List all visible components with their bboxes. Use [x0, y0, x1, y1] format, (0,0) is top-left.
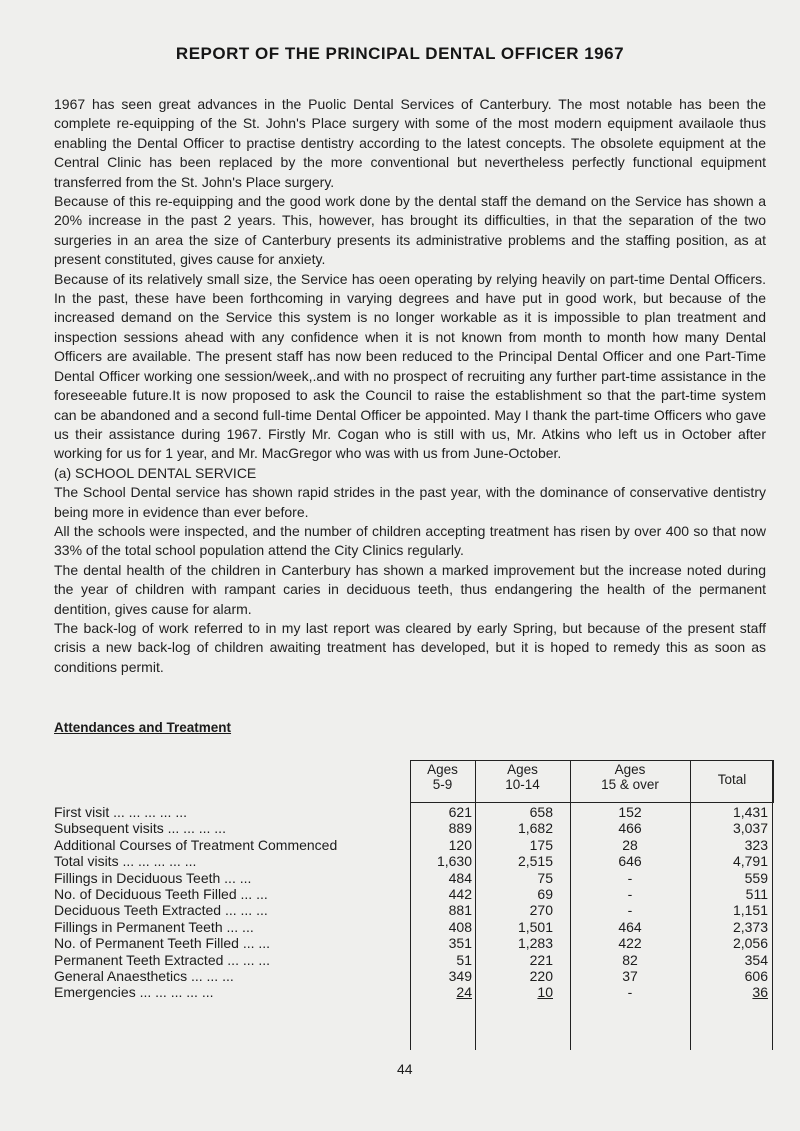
- column-header: Ages 5-9: [427, 762, 458, 792]
- row-label: No. of Permanent Teeth Filled ... ...: [54, 935, 271, 952]
- table-cell: 351: [448, 935, 472, 952]
- table-cell: 1,151: [732, 902, 768, 919]
- row-label: First visit ... ... ... ... ...: [54, 804, 188, 820]
- table-cell: 1,682: [517, 820, 553, 837]
- column-values: [690, 804, 768, 1001]
- column-ages-10-14: [475, 760, 570, 1050]
- row-label: Subsequent visits ... ... ... ...: [54, 820, 226, 837]
- table-cell: 175: [529, 836, 553, 853]
- column-total: [690, 760, 774, 1050]
- table-cell: 120: [448, 836, 472, 853]
- table-cell: 2,373: [732, 918, 768, 935]
- table-cell: 37: [622, 967, 638, 984]
- table-cell: 354: [744, 951, 768, 968]
- table-cell: 220: [529, 967, 553, 984]
- paragraph: The dental health of the children in Canterbury has shown a marked improvement but the increase noted during the year of children with rampant caries in deciduous teeth, thus endangering the health of the permanent dentition, gives cause for alarm.: [54, 561, 766, 617]
- table-title: Attendances and Treatment: [54, 720, 232, 735]
- table-cell: -: [627, 869, 633, 886]
- paragraph: The back-log of work referred to in my last report was cleared by early Spring, but because of the present staff crisis a new back-log of children awaiting treatment has developed, but it is hoped to remedy this as soon as conditions permit.: [54, 619, 766, 675]
- table-cell: 1,431: [732, 804, 768, 820]
- table-cell: 559: [744, 869, 768, 886]
- table-cell: 69: [537, 885, 553, 902]
- table-cell: 621: [448, 804, 472, 820]
- row-labels: [54, 804, 414, 1001]
- table-cell: 881: [448, 902, 472, 919]
- table-cell: 4,791: [732, 853, 768, 870]
- table-cell: -: [627, 984, 633, 1001]
- row-label: Total visits ... ... ... ... ...: [54, 853, 197, 870]
- paragraph: Because of its relatively small size, the Service has oeen operating by relying heavily on part-time Dental Officers. In the past, these have been forthcoming in varying degrees and have put in good work, but because of the increased demand on the Service this system is no longer workable as it is impossible to plan treatment and inspection sessions ahead with any confidence when it is not known from month to month how many Dental Officers are available. The present staff has now been reduced to the Principal Dental Officer and one Part-Time Dental Officer working one session/week,.and with no prospect of recruiting any further part-time assistance in the foreseeable future.It is now proposed to ask the Council to raise the establishment so that the part-time system can be abandoned and a second full-time Dental Officer be appointed. May I thank the part-time Officers who gave us their assistance during 1967. Firstly Mr. Cogan who is still with us, Mr. Atkins who left us in October after working for us for 1 year, and Mr. MacGregor who was with us from June-October.: [54, 270, 766, 462]
- column-values: [475, 804, 553, 1001]
- table-grid: [410, 760, 774, 1050]
- attendance-table: [54, 760, 774, 1060]
- row-label: No. of Deciduous Teeth Filled ... ...: [54, 885, 268, 902]
- table-cell: 323: [744, 836, 768, 853]
- table-cell: 270: [529, 902, 553, 919]
- table-cell: 82: [622, 951, 638, 968]
- table-cell: 24: [456, 984, 472, 1001]
- column-values: [410, 804, 472, 1001]
- column-ages-15-over: [570, 760, 690, 1050]
- page-title: REPORT OF THE PRINCIPAL DENTAL OFFICER 1967: [175, 44, 625, 63]
- paragraph: 1967 has seen great advances in the Puolic Dental Services of Canterbury. The most notable has been the complete re-equipping of the St. John's Place surgery with some of the most modern equipment availaole thus enabling the Dental Officer to practise dentistry according to the latest concepts. The obsolete equipment at the Central Clinic has been replaced by the more conventional but nevertheless perfectly functional equipment transferred from the St. John's Place surgery.: [54, 96, 766, 190]
- row-label: Fillings in Permanent Teeth ... ...: [54, 918, 254, 935]
- column-values: [570, 804, 690, 1001]
- paragraph: The School Dental service has shown rapid strides in the past year, with the dominance of conservative dentistry being more in evidence than ever before.: [54, 484, 766, 520]
- table-cell: -: [627, 885, 633, 902]
- page-number: 44: [397, 1061, 413, 1077]
- table-cell: 1,630: [436, 853, 472, 870]
- report-body: [54, 95, 766, 677]
- row-label: Fillings in Deciduous Teeth ... ...: [54, 869, 252, 886]
- column-header: Total: [717, 772, 747, 787]
- table-cell: 2,515: [517, 853, 553, 870]
- table-cell: 36: [752, 984, 768, 1001]
- table-cell: 28: [622, 836, 638, 853]
- table-cell: 221: [529, 951, 553, 968]
- table-cell: 511: [745, 885, 768, 902]
- column-ages-5-9: [410, 760, 475, 1050]
- column-header: Ages 15 & over: [601, 762, 659, 792]
- table-cell: 408: [448, 918, 472, 935]
- table-cell: 466: [618, 820, 642, 837]
- table-cell: 152: [618, 804, 642, 820]
- table-cell: 1,501: [517, 918, 553, 935]
- table-cell: 3,037: [732, 820, 768, 837]
- table-cell: 658: [529, 804, 553, 820]
- table-cell: 484: [448, 869, 472, 886]
- row-label: Deciduous Teeth Extracted ... ... ...: [54, 902, 268, 919]
- paragraph: All the schools were inspected, and the number of children accepting treatment has risen by over 400 so that now 33% of the total school population attend the City Clinics regularly.: [54, 522, 766, 559]
- table-cell: 442: [448, 885, 472, 902]
- table-cell: 1,283: [517, 935, 553, 952]
- section-heading: (a) SCHOOL DENTAL SERVICE: [54, 464, 257, 481]
- table-cell: 2,056: [732, 935, 768, 952]
- table-cell: 646: [618, 853, 642, 870]
- table-cell: 51: [456, 951, 472, 968]
- column-header: Ages 10-14: [505, 762, 540, 792]
- table-cell: 422: [618, 935, 642, 952]
- table-cell: 10: [537, 984, 553, 1001]
- row-label: Emergencies ... ... ... ... ...: [54, 984, 214, 1001]
- table-cell: 606: [744, 967, 768, 984]
- table-cell: 889: [448, 820, 472, 837]
- table-cell: 75: [537, 869, 553, 886]
- row-label: Additional Courses of Treatment Commenced: [54, 836, 338, 853]
- paragraph: Because of this re-equipping and the good work done by the dental staff the demand on the Service has shown a 20% increase in the past 2 years. This, however, has brought its difficulties, in that the separation of the two surgeries in an area the size of Canterbury presents its administrative problems and the staffing position, as at present constituted, gives cause for anxiety.: [54, 193, 766, 268]
- table-cell: 464: [618, 918, 642, 935]
- table-cell: -: [627, 902, 633, 919]
- row-label: Permanent Teeth Extracted ... ... ...: [54, 951, 271, 968]
- row-label: General Anaesthetics ... ... ...: [54, 967, 234, 984]
- table-cell: 349: [448, 967, 472, 984]
